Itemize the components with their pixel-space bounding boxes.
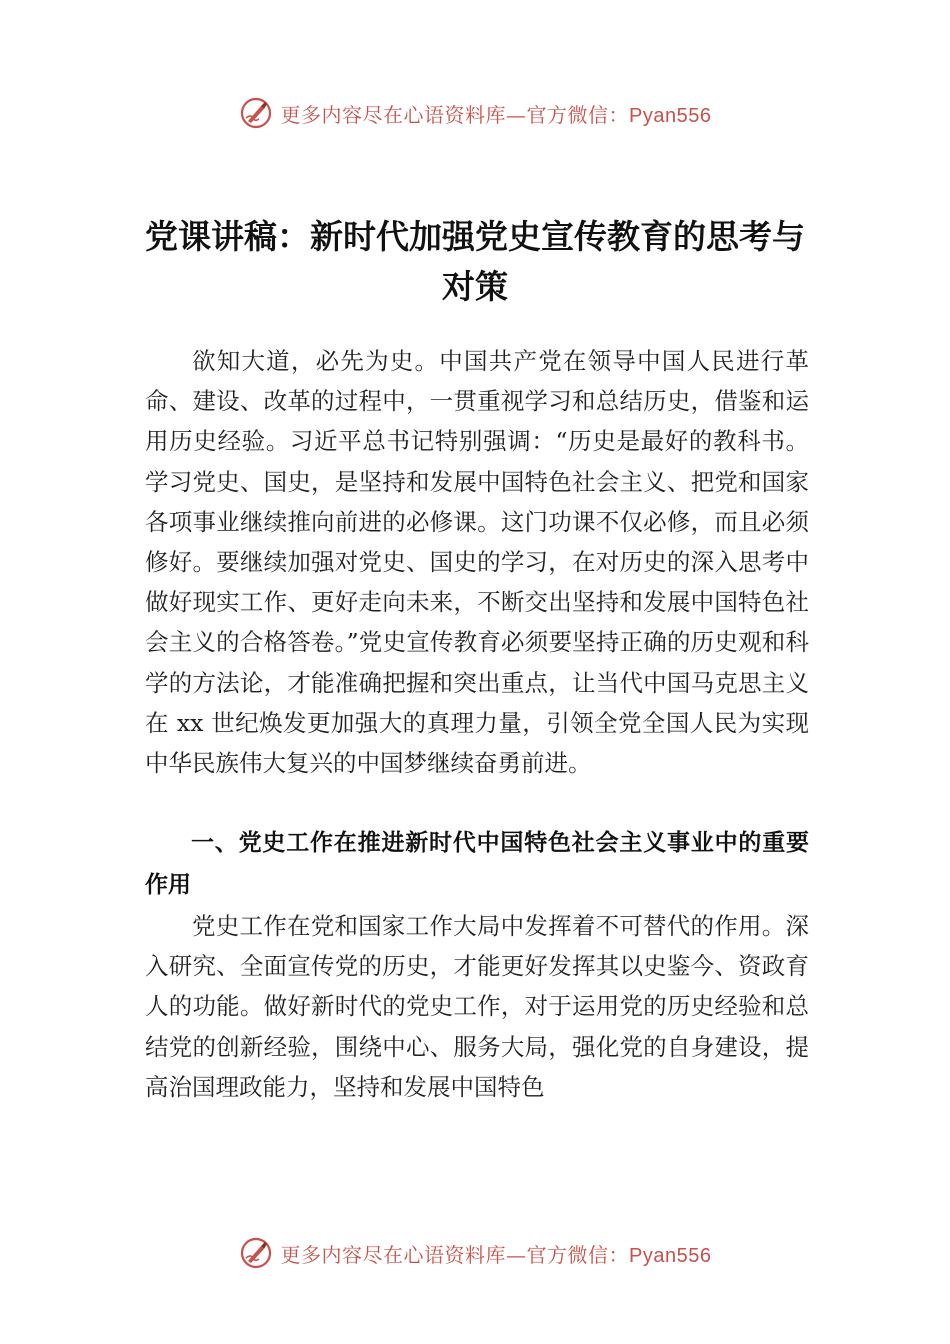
banner-text [281,1239,712,1268]
footer-banner [0,1233,950,1273]
pen-seal-logo-icon [239,1236,273,1270]
banner-wechat-id: Pyan556 [629,1244,712,1267]
document-title: 党课讲稿：新时代加强党史宣传教育的思考与对策 [145,217,805,306]
banner-wechat-id: Pyan556 [629,104,712,127]
paragraph-section-1: 党史工作在党和国家工作大局中发挥着不可替代的作用。深入研究、全面宣传党的历史，才能更好发挥其以史鉴今、资政育人的功能。做好新时代的党史工作，对于运用党的历史经验和总结党的创新经验，围绕中心、服务大局，强化党的自身建设，提高治国理政能力，坚持和发展中国特色 [145,912,809,1101]
paragraph-intro: 欲知大道，必先为史。中国共产党在领导中国人民进行革命、建设、改革的过程中，一贯重视学习和总结历史，借鉴和运用历史经验。习近平总书记特别强调：“历史是最好的教科书。学习党史、国史，是坚持和发展中国特色社会主义、把党和国家各项事业继续推向前进的必修课。这门功课不仅必修，而且必须修好。要继续加强对党史、国史的学习，在对历史的深入思考中做好现实工作、更好走向未来，不断交出坚持和发展中国特色社会主义的合格答卷。”党史宣传教育必须要坚持正确的历史观和科学的方法论，才能准确把握和突出重点，让当代中国马克思主义在 xx 世纪焕发更加强大的真理力量，引领全党全国人民为实现中华民族伟大复兴的中国梦继续奋勇前进。 [145,347,809,778]
banner-text [281,99,712,128]
header-banner [0,93,950,133]
banner-slogan: 更多内容尽在心语资料库—官方微信： [280,1242,630,1267]
section-heading-1: 一、党史工作在推进新时代中国特色社会主义事业中的重要作用 [145,830,809,898]
pen-seal-logo-icon [239,96,273,130]
banner-slogan: 更多内容尽在心语资料库—官方微信： [280,102,630,127]
